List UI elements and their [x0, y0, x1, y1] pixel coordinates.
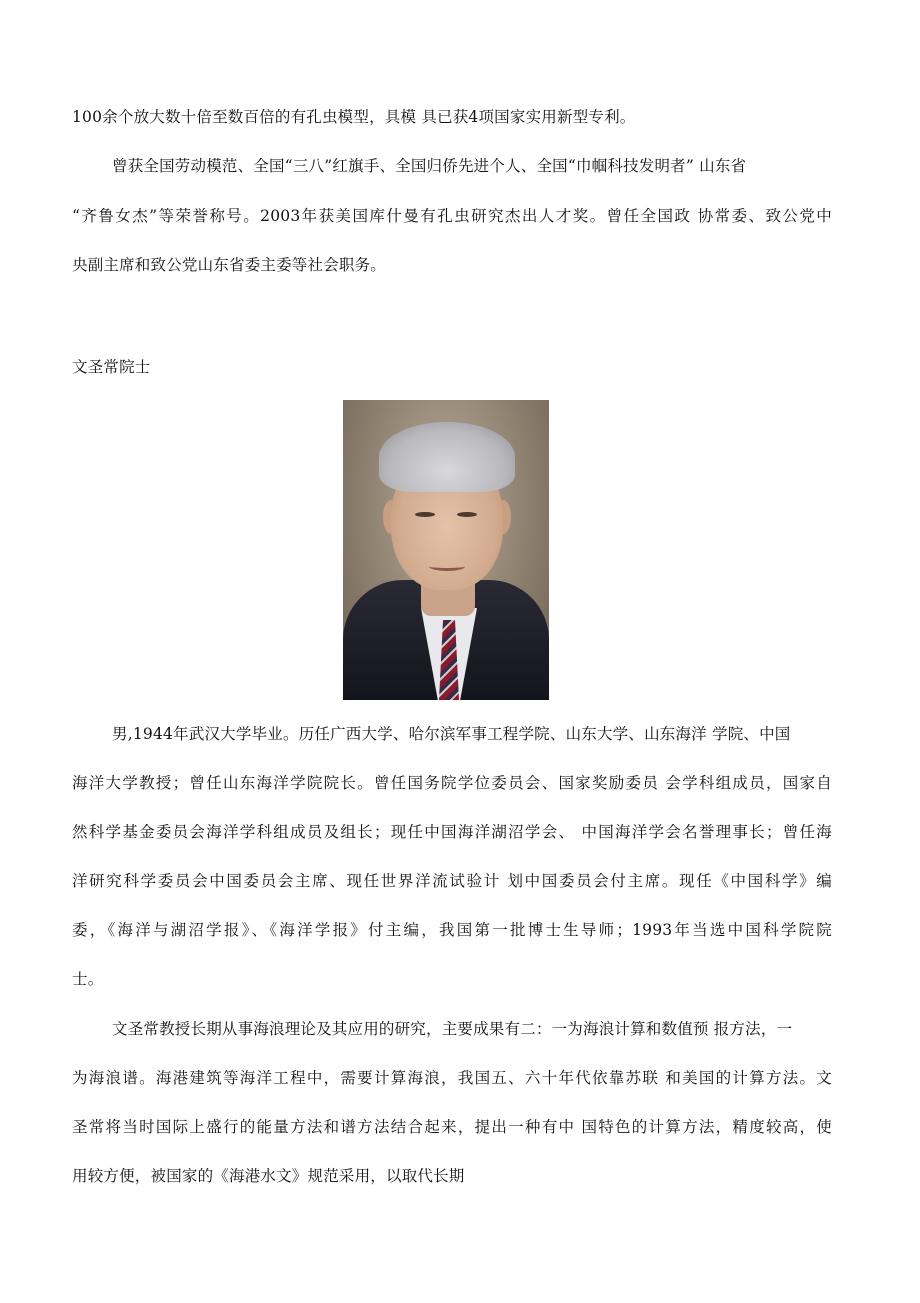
paragraph-4-line-3: 圣常将当时国际上盛行的能量方法和谱方法结合起来，提出一种有中 国特色的计算方法，精度较高，使	[72, 1118, 832, 1136]
paragraph-3-line-1: 男,1944年武汉大学毕业。历任广西大学、哈尔滨军事工程学院、山东大学、山东海洋 学院、中国	[112, 725, 791, 743]
paragraph-2-line-2: “齐鲁女杰”等荣誉称号。2003年获美国库什曼有孔虫研究杰出人才奖。曾任全国政 协常委、致公党中	[72, 207, 832, 225]
paragraph-3-line-2: 海洋大学教授；曾任山东海洋学院院长。曾任国务院学位委员会、国家奖励委员 会学科组成员，国家自	[72, 774, 832, 792]
paragraph-3-line-6: 士。	[72, 970, 104, 988]
paragraph-3-line-4: 洋研究科学委员会中国委员会主席、现任世界洋流试验计 划中国委员会付主席。现任《中国科学》编	[72, 872, 832, 890]
paragraph-1-line-1: 100余个放大数十倍至数百倍的有孔虫模型，具模 具已获4项国家实用新型专利。	[72, 108, 636, 126]
photo-eye-left	[415, 512, 435, 517]
photo-eye-right	[457, 512, 477, 517]
photo-mouth	[429, 562, 465, 571]
portrait-photo	[343, 400, 549, 700]
photo-hair	[379, 422, 515, 492]
section-title: 文圣常院士	[72, 358, 151, 376]
paragraph-3-line-3: 然科学基金委员会海洋学科组成员及组长；现任中国海洋湖沼学会、 中国海洋学会名誉理事长；曾任海	[72, 823, 832, 841]
paragraph-2-line-1: 曾获全国劳动模范、全国“三八”红旗手、全国归侨先进个人、全国“巾帼科技发明者” 山东省	[112, 157, 747, 175]
paragraph-2-line-3: 央副主席和致公党山东省委主委等社会职务。	[72, 256, 387, 274]
paragraph-4-line-1: 文圣常教授长期从事海浪理论及其应用的研究，主要成果有二：一为海浪计算和数值预 报方法，一	[112, 1020, 793, 1038]
paragraph-4-line-4: 用较方便，被国家的《海港水文》规范采用，以取代长期	[72, 1167, 465, 1185]
paragraph-4-line-2: 为海浪谱。海港建筑等海洋工程中，需要计算海浪，我国五、六十年代依靠苏联 和美国的计算方法。文	[72, 1069, 832, 1087]
paragraph-3-line-5: 委，《海洋与湖沼学报》、《海洋学报》付主编，我国第一批博士生导师；1993年当选中国科学院院	[72, 921, 832, 939]
